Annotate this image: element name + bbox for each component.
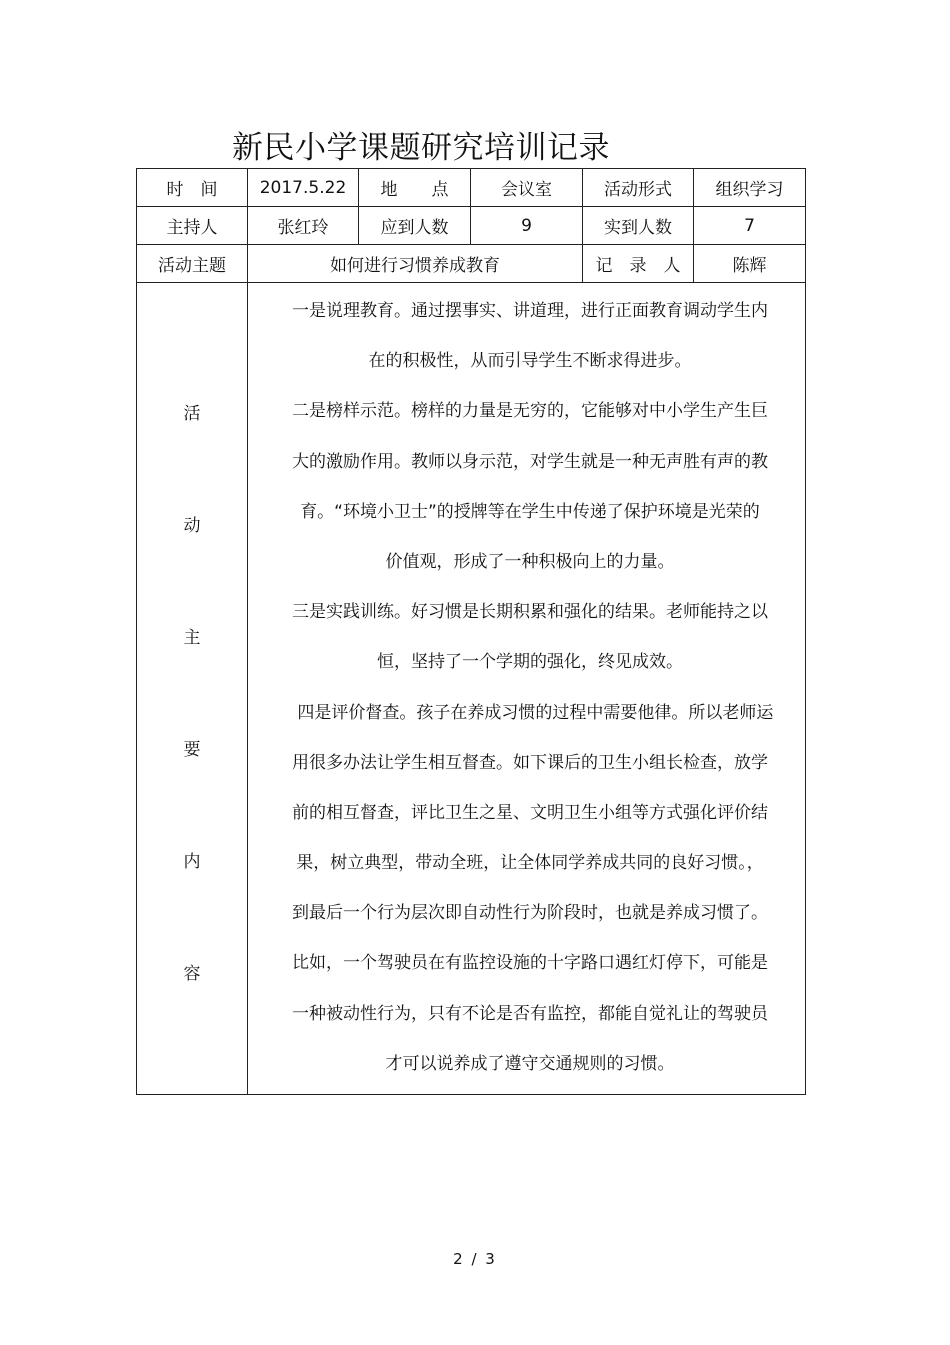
content-line: 前的相互督查，评比卫生之星、文明卫生小组等方式强化评价结: [292, 802, 768, 823]
table-row-theme: [137, 245, 806, 283]
host-label: 主持人: [137, 207, 248, 245]
content-line: 价值观，形成了一种积极向上的力量。: [385, 551, 675, 572]
recorder-label: 记 录 人: [583, 245, 694, 283]
side-char: 内: [183, 852, 201, 872]
content-line: 才可以说养成了遵守交通规则的习惯。: [385, 1053, 675, 1074]
expected-count-value: 9: [471, 207, 583, 245]
main-content-text: [248, 283, 806, 1095]
expected-count-label: 应到人数: [359, 207, 471, 245]
side-char: 动: [183, 516, 201, 536]
content-line: 用很多办法让学生相互督查。如下课后的卫生小组长检查，放学: [292, 752, 768, 773]
content-line: 到最后一个行为层次即自动性行为阶段时，也就是养成习惯了。: [292, 903, 768, 924]
activity-form-value: 组织学习: [694, 169, 806, 207]
side-char: 要: [183, 740, 201, 760]
actual-count-value: 7: [694, 207, 806, 245]
content-line: 三是实践训练。好习惯是长期积累和强化的结果。老师能持之以: [292, 602, 768, 623]
content-line: 育。“环境小卫士”的授牌等在学生中传递了保护环境是光荣的: [300, 501, 760, 522]
theme-value: 如何进行习惯养成教育: [248, 245, 583, 283]
table-row-time: [137, 169, 806, 207]
content-line: 果，树立典型，带动全班，让全体同学养成共同的良好习惯。，: [296, 853, 764, 874]
actual-count-label: 实到人数: [583, 207, 694, 245]
side-char: 活: [183, 404, 201, 424]
host-value: 张红玲: [248, 207, 359, 245]
page-number: 2 / 3: [453, 1250, 497, 1268]
main-content-label: [137, 283, 248, 1095]
page-title: 新民小学课题研究培训记录: [232, 130, 610, 166]
time-label: 时 间: [137, 169, 248, 207]
place-label: 地 点: [359, 169, 471, 207]
content-line: 一是说理教育。通过摆事实、讲道理，进行正面教育调动学生内: [292, 301, 768, 321]
theme-label: 活动主题: [137, 245, 248, 283]
content-line: 一种被动性行为，只有不论是否有监控，都能自觉礼让的驾驶员: [292, 1003, 768, 1024]
side-char: 主: [183, 628, 201, 648]
recorder-value: 陈辉: [694, 245, 806, 283]
content-line: 四是评价督查。孩子在养成习惯的过程中需要他律。所以老师运: [286, 702, 774, 723]
content-line: 大的激励作用。教师以身示范，对学生就是一种无声胜有声的教: [292, 451, 768, 472]
content-line: 恒，坚持了一个学期的强化，终见成效。: [377, 652, 683, 673]
table-row-host: [137, 207, 806, 245]
time-value: 2017.5.22: [248, 169, 359, 207]
place-value: 会议室: [471, 169, 583, 207]
side-char: 容: [183, 964, 201, 984]
training-record-table: [136, 168, 806, 1095]
content-line: 二是榜样示范。榜样的力量是无穷的，它能够对中小学生产生巨: [292, 401, 768, 422]
table-row-content: [137, 283, 806, 1095]
content-line: 比如，一个驾驶员在有监控设施的十字路口遇红灯停下，可能是: [292, 953, 768, 974]
content-line: 在的积极性，从而引导学生不断求得进步。: [368, 351, 692, 372]
activity-form-label: 活动形式: [583, 169, 694, 207]
